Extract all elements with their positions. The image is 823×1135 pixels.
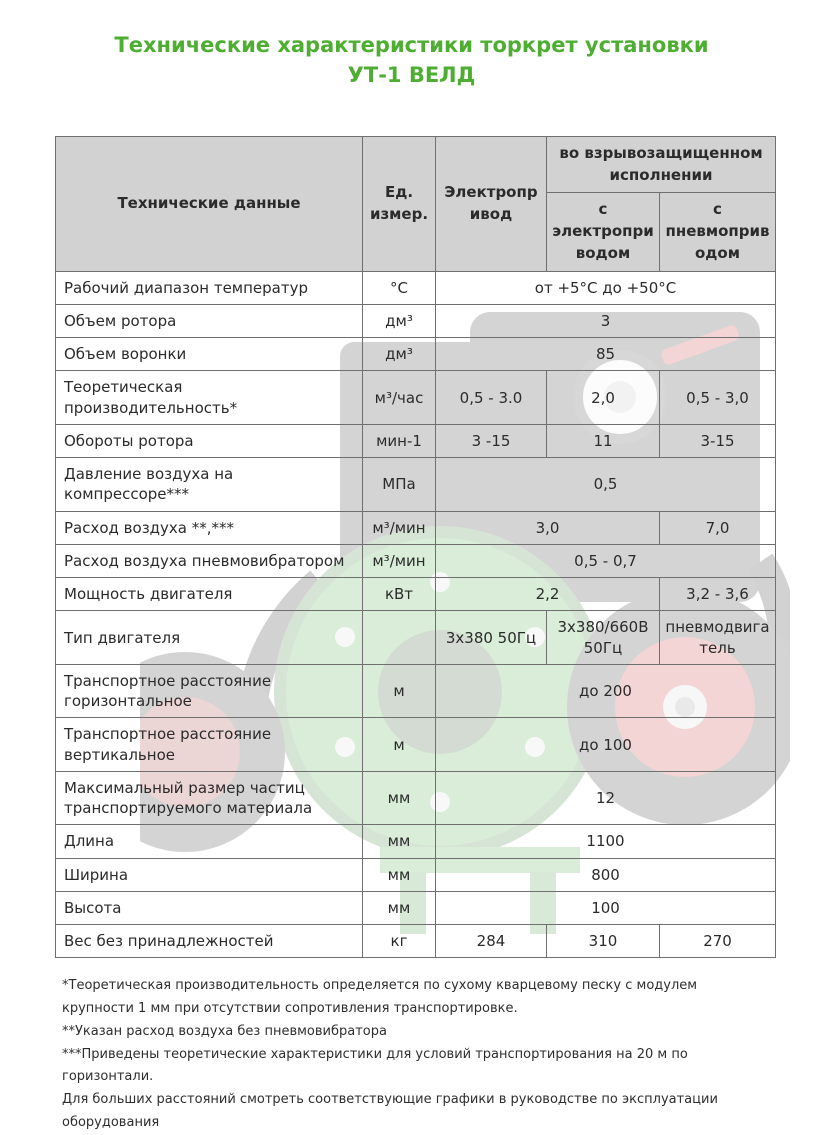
- row-unit: МПа: [363, 458, 436, 512]
- row-unit: дм³: [363, 304, 436, 337]
- row-parameter: Транспортное расстояние горизонтальное: [56, 664, 363, 718]
- row-value: 12: [436, 771, 776, 825]
- page-title-line2: УТ-1 ВЕЛД: [347, 63, 476, 88]
- row-value: 2,2: [436, 578, 660, 611]
- table-row: [56, 424, 776, 457]
- row-parameter: Ширина: [56, 858, 363, 891]
- header-explosion-pneumatic: с пневмоприводом: [660, 193, 776, 271]
- row-value: 270: [660, 925, 776, 958]
- row-value: 1100: [436, 825, 776, 858]
- row-parameter: Обороты ротора: [56, 424, 363, 457]
- row-unit: кВт: [363, 578, 436, 611]
- table-row: [56, 664, 776, 718]
- row-value: 3,0: [436, 511, 660, 544]
- header-row-top: [56, 136, 776, 193]
- table-row: [56, 891, 776, 924]
- row-parameter: Мощность двигателя: [56, 578, 363, 611]
- row-value: 3 -15: [436, 424, 547, 457]
- header-unit: Ед. измер.: [363, 136, 436, 271]
- row-parameter: Длина: [56, 825, 363, 858]
- row-unit: м³/мин: [363, 544, 436, 577]
- table-row: [56, 858, 776, 891]
- row-parameter: Транспортное расстояние вертикальное: [56, 718, 363, 772]
- row-unit: мм: [363, 858, 436, 891]
- row-value: 7,0: [660, 511, 776, 544]
- row-parameter: Вес без принадлежностей: [56, 925, 363, 958]
- row-value: 284: [436, 925, 547, 958]
- specs-table: [55, 136, 776, 959]
- row-value: 310: [547, 925, 660, 958]
- row-unit: кг: [363, 925, 436, 958]
- row-parameter: Высота: [56, 891, 363, 924]
- row-value: 0,5: [436, 458, 776, 512]
- row-parameter: Расход воздуха **,***: [56, 511, 363, 544]
- page-title-line1: Технические характеристики торкрет установки: [114, 33, 709, 57]
- table-row: [56, 718, 776, 772]
- row-value: 3: [436, 304, 776, 337]
- table-row: [56, 511, 776, 544]
- row-value: 0,5 - 3,0: [660, 371, 776, 425]
- header-technical-data: Технические данные: [56, 136, 363, 271]
- row-unit: м: [363, 718, 436, 772]
- footnote: Для больших расстояний смотреть соответствующие графики в руководстве по эксплуатации оборудования: [62, 1092, 718, 1130]
- footnote: **Указан расход воздуха без пневмовибратора: [62, 1023, 387, 1039]
- table-row: [56, 338, 776, 371]
- table-row: [56, 458, 776, 512]
- table-row: [56, 611, 776, 665]
- row-unit: мм: [363, 891, 436, 924]
- row-value: от +5°С до +50°С: [436, 271, 776, 304]
- row-unit: дм³: [363, 338, 436, 371]
- footnote: ***Приведены теоретические характеристики для условий транспортирования на 20 м по горизонтали.: [62, 1046, 688, 1085]
- row-parameter: Теоретическая производительность*: [56, 371, 363, 425]
- row-value: 3х380 50Гц: [436, 611, 547, 665]
- row-unit: мин-1: [363, 424, 436, 457]
- row-value: 3,2 - 3,6: [660, 578, 776, 611]
- row-value: 100: [436, 891, 776, 924]
- row-value: 0,5 - 0,7: [436, 544, 776, 577]
- row-parameter: Максимальный размер частиц транспортируемого материала: [56, 771, 363, 825]
- row-parameter: Тип двигателя: [56, 611, 363, 665]
- row-unit: м³/мин: [363, 511, 436, 544]
- table-row: [56, 271, 776, 304]
- row-unit: °С: [363, 271, 436, 304]
- table-row: [56, 371, 776, 425]
- row-parameter: Объем ротора: [56, 304, 363, 337]
- footnote: *Теоретическая производительность определяется по сухому кварцевому песку с модулем крупности 1 мм при отсутствии сопротивления транспортировке.: [62, 978, 698, 1017]
- row-value: 85: [436, 338, 776, 371]
- row-value: пневмодвигатель: [660, 611, 776, 665]
- table-row: [56, 304, 776, 337]
- footnotes: [62, 975, 765, 1134]
- row-parameter: Объем воронки: [56, 338, 363, 371]
- row-unit: м³/час: [363, 371, 436, 425]
- row-unit: мм: [363, 825, 436, 858]
- table-row: [56, 578, 776, 611]
- row-value: до 200: [436, 664, 776, 718]
- row-parameter: Давление воздуха на компрессоре***: [56, 458, 363, 512]
- page-title: [0, 30, 823, 91]
- table-row: [56, 544, 776, 577]
- row-value: 0,5 - 3.0: [436, 371, 547, 425]
- row-unit: [363, 611, 436, 665]
- header-electric-drive: Электропривод: [436, 136, 547, 271]
- row-value: до 100: [436, 718, 776, 772]
- row-unit: мм: [363, 771, 436, 825]
- table-row: [56, 925, 776, 958]
- row-parameter: Расход воздуха пневмовибратором: [56, 544, 363, 577]
- header-explosion-proof: во взрывозащищенном исполнении: [547, 136, 776, 193]
- row-value: 800: [436, 858, 776, 891]
- row-value: 3х380/660В 50Гц: [547, 611, 660, 665]
- table-row: [56, 825, 776, 858]
- row-value: 11: [547, 424, 660, 457]
- header-explosion-electric: с электроприводом: [547, 193, 660, 271]
- table-row: [56, 771, 776, 825]
- row-value: 2,0: [547, 371, 660, 425]
- row-unit: м: [363, 664, 436, 718]
- row-parameter: Рабочий диапазон температур: [56, 271, 363, 304]
- row-value: 3-15: [660, 424, 776, 457]
